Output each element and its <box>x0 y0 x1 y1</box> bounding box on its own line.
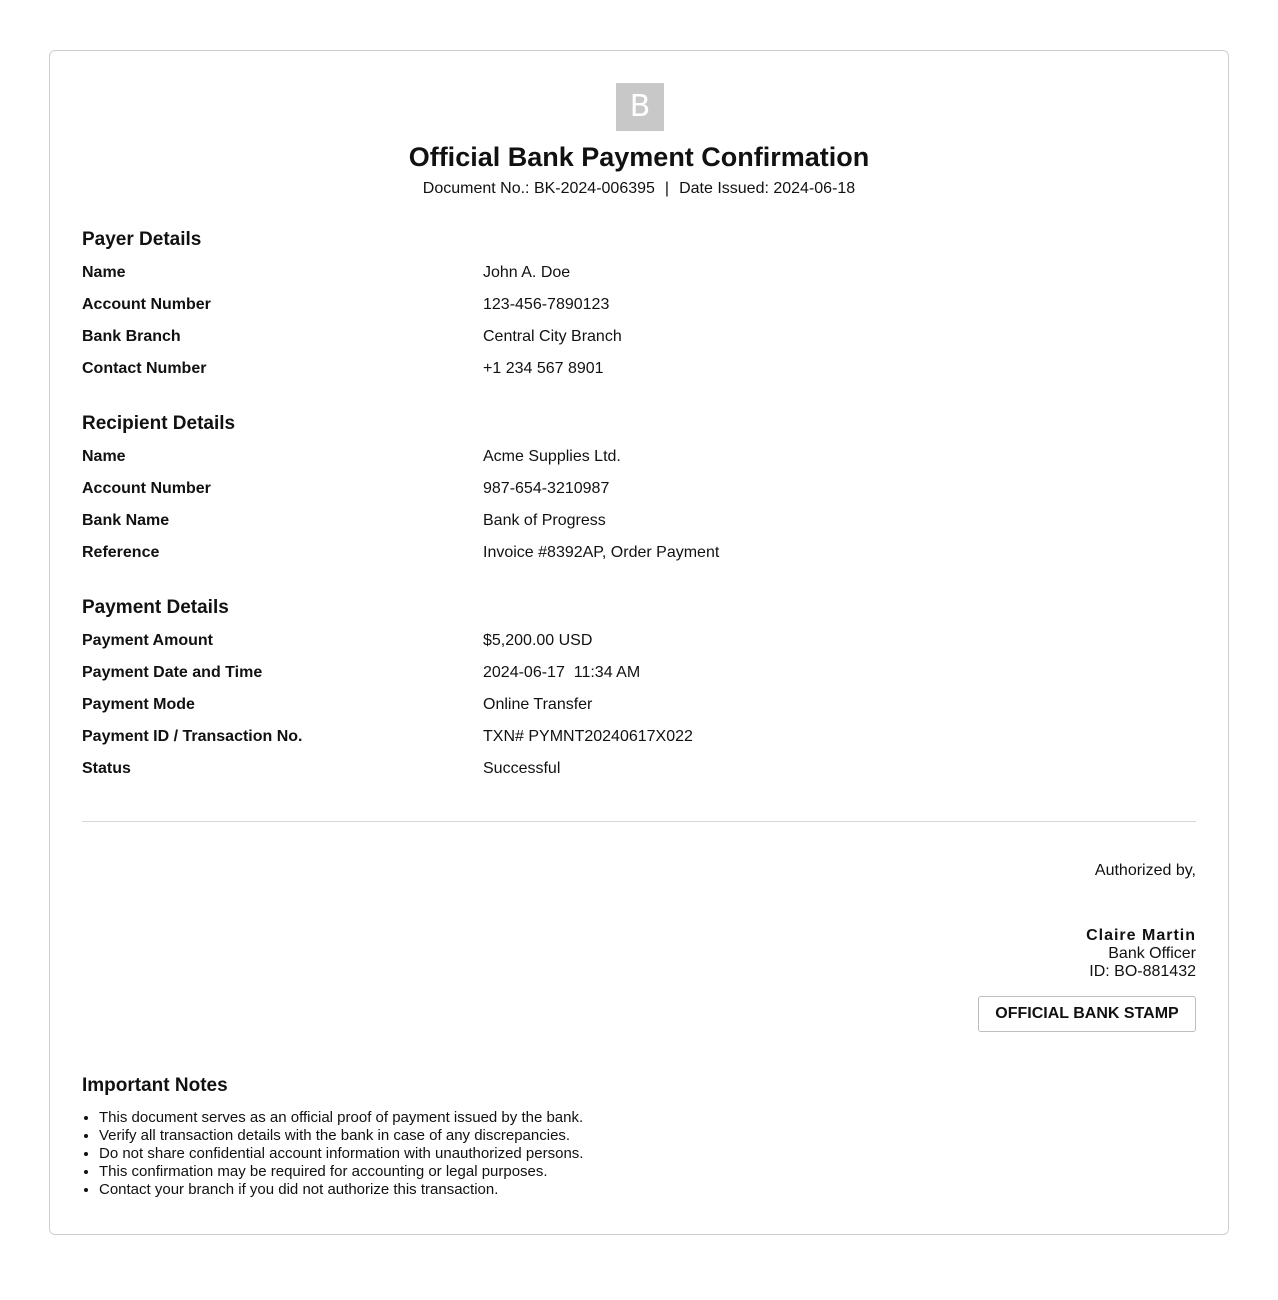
detail-row <box>82 537 1196 569</box>
row-value: Bank of Progress <box>483 512 606 529</box>
row-label: Bank Name <box>82 512 170 529</box>
section-divider <box>82 821 1196 822</box>
payment-details-section <box>82 597 1196 785</box>
note-item: • Do not share confidential account information with unauthorized persons. <box>99 1145 1196 1163</box>
row-value: 987-654-3210987 <box>483 480 610 497</box>
confirmation-card <box>49 50 1229 1235</box>
authorized-by-label: Authorized by, <box>1094 862 1196 879</box>
detail-row <box>82 505 1196 537</box>
detail-row <box>82 441 1196 473</box>
date-issued: Date Issued: 2024-06-18 <box>679 180 856 197</box>
section-heading: Payer Details <box>82 229 202 250</box>
detail-row <box>82 689 1196 721</box>
row-label: Payment ID / Transaction No. <box>82 728 303 745</box>
row-value: 2024-06-17 11:34 AM <box>483 664 641 681</box>
row-label: Reference <box>82 544 160 561</box>
row-value: +1 234 567 8901 <box>483 360 604 377</box>
payer-details-section <box>82 229 1196 385</box>
row-label: Name <box>82 264 126 281</box>
row-label: Contact Number <box>82 360 207 377</box>
row-label: Account Number <box>82 296 211 313</box>
section-heading: Payment Details <box>82 597 229 618</box>
signer-role: Bank Officer <box>1108 945 1196 962</box>
detail-row <box>82 289 1196 321</box>
detail-row <box>82 321 1196 353</box>
official-stamp-box: OFFICIAL BANK STAMP <box>978 996 1196 1032</box>
row-value: Online Transfer <box>483 696 593 713</box>
page-title: Official Bank Payment Confirmation <box>408 142 870 172</box>
authorization-block <box>1095 862 1196 880</box>
row-label: Name <box>82 448 126 465</box>
row-value: Invoice #8392AP, Order Payment <box>483 544 720 561</box>
row-value: TXN# PYMNT20240617X022 <box>483 728 693 745</box>
detail-row <box>82 657 1196 689</box>
signer-id: ID: BO-881432 <box>1089 963 1196 980</box>
note-item: • This confirmation may be required for accounting or legal purposes. <box>99 1163 1196 1181</box>
note-item: • Contact your branch if you did not authorize this transaction. <box>99 1181 1196 1199</box>
document-meta <box>50 179 1228 199</box>
detail-row <box>82 353 1196 385</box>
row-value status-value: Successful <box>483 760 561 777</box>
detail-row <box>82 753 1196 785</box>
notes-heading: Important Notes <box>82 1075 228 1096</box>
note-item: • This document serves as an official proof of payment issued by the bank. <box>99 1109 1196 1127</box>
row-value: Central City Branch <box>483 328 622 345</box>
detail-row <box>82 721 1196 753</box>
row-label: Payment Amount <box>82 632 213 649</box>
important-notes <box>82 1075 1196 1199</box>
note-item: • Verify all transaction details with the bank in case of any discrepancies. <box>99 1127 1196 1145</box>
row-label: Account Number <box>82 480 211 497</box>
signer-block <box>1086 927 1196 981</box>
document-number: Document No.: BK-2024-006395 <box>422 180 655 197</box>
notes-list <box>82 1109 1196 1199</box>
row-value: Acme Supplies Ltd. <box>483 448 621 465</box>
section-heading: Recipient Details <box>82 413 236 434</box>
row-value: John A. Doe <box>483 264 571 281</box>
detail-row <box>82 473 1196 505</box>
detail-row <box>82 625 1196 657</box>
row-label: Status <box>82 760 131 777</box>
recipient-details-section <box>82 413 1196 569</box>
bank-logo: B <box>616 83 664 131</box>
detail-row <box>82 257 1196 289</box>
row-label: Bank Branch <box>82 328 181 345</box>
row-value: 123-456-7890123 <box>483 296 610 313</box>
signer-name: Claire Martin <box>1086 927 1196 944</box>
meta-separator: | <box>664 180 670 197</box>
row-label: Payment Mode <box>82 696 195 713</box>
row-label: Payment Date and Time <box>82 664 263 681</box>
row-value: $5,200.00 USD <box>483 632 593 649</box>
